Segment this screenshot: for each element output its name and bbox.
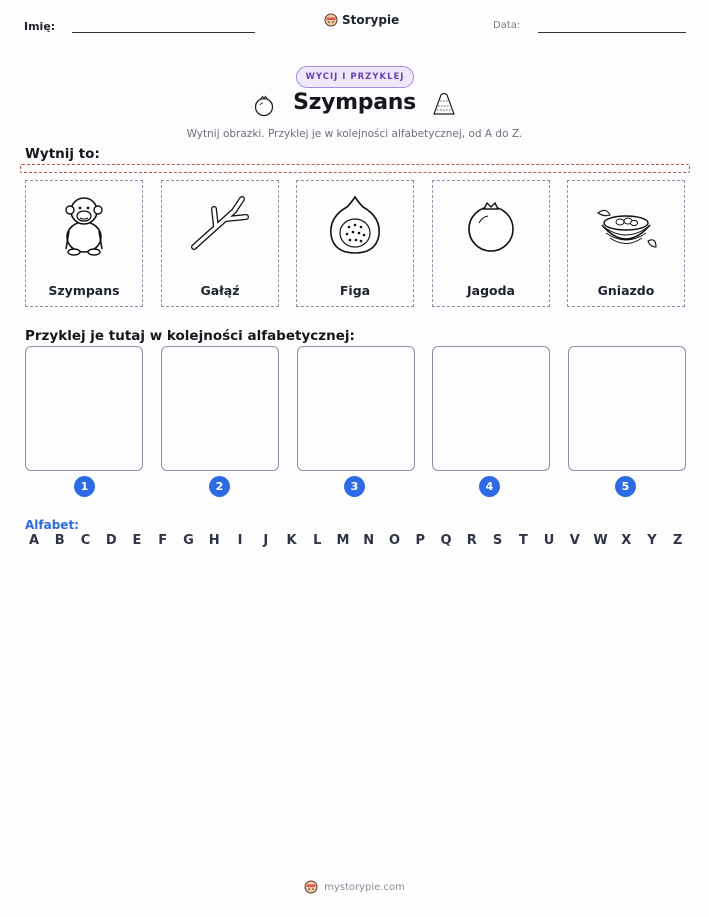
slot-number-5: 5 — [615, 476, 636, 497]
slot-number-4: 4 — [479, 476, 500, 497]
brand-name: Storypie — [342, 13, 400, 27]
alphabet-letter: U — [543, 533, 555, 548]
cut-line — [20, 164, 690, 173]
paste-slot-1[interactable] — [25, 346, 143, 471]
footer-site: mystorypie.com — [324, 881, 405, 893]
card-label: Szympans — [48, 283, 120, 298]
page-title: Szympans — [293, 90, 416, 115]
mascot-icon — [304, 880, 318, 894]
fig-icon — [321, 191, 389, 259]
date-label: Data: — [493, 20, 521, 31]
alphabet-letter: B — [54, 533, 65, 548]
mascot-icon — [324, 13, 338, 27]
name-label: Imię: — [24, 20, 56, 33]
alphabet-letter: D — [105, 533, 117, 548]
alphabet-letter: F — [158, 533, 168, 548]
slot-number-3: 3 — [344, 476, 365, 497]
alphabet-letter: I — [237, 533, 243, 548]
card-label: Gniazdo — [597, 283, 655, 298]
alphabet-letter: L — [313, 533, 322, 548]
card-label: Jagoda — [466, 283, 515, 298]
berry-icon — [457, 191, 525, 259]
date-line — [538, 32, 686, 33]
alphabet-letter: C — [80, 533, 91, 548]
alphabet-letter: G — [183, 533, 194, 548]
alphabet-letter: J — [263, 533, 269, 548]
alphabet-letter: H — [208, 533, 220, 548]
paste-slot-4[interactable] — [432, 346, 550, 471]
alphabet-letter: M — [336, 533, 350, 548]
chimpanzee-icon — [50, 191, 118, 259]
cut-card-galaz[interactable] — [161, 180, 279, 307]
cut-section-label: Wytnij to: — [25, 146, 100, 162]
alphabet-letter: O — [388, 533, 401, 548]
termite-mound-icon — [431, 91, 457, 117]
alphabet-letter: Y — [647, 533, 657, 548]
cut-card-szympans[interactable] — [25, 180, 143, 307]
slot-number-2: 2 — [209, 476, 230, 497]
brand-logo — [324, 13, 399, 27]
paste-slot-2[interactable] — [161, 346, 279, 471]
cut-card-jagoda[interactable] — [432, 180, 550, 307]
instructions: Wytnij obrazki. Przyklej je w kolejności alfabetycznej, od A do Z. — [186, 128, 523, 140]
branch-icon — [186, 191, 254, 259]
name-line — [72, 32, 255, 33]
alphabet-letter: X — [621, 533, 632, 548]
alphabet-letter: Z — [673, 533, 683, 548]
alphabet-letter: N — [363, 533, 375, 548]
slot-number-1: 1 — [74, 476, 95, 497]
alphabet-letter: R — [466, 533, 477, 548]
paste-section-label: Przyklej je tutaj w kolejności alfabetycznej: — [25, 328, 355, 344]
alphabet-label: Alfabet: — [25, 518, 79, 532]
activity-badge: WYCIJ I PRZYKLEJ — [296, 66, 414, 88]
alphabet-letter: E — [132, 533, 142, 548]
cut-card-figa[interactable] — [296, 180, 414, 307]
alphabet-letter: V — [569, 533, 580, 548]
card-label: Figa — [339, 283, 371, 298]
alphabet-letter: P — [415, 533, 426, 548]
alphabet-letter: Q — [440, 533, 452, 548]
footer — [0, 880, 709, 894]
cut-card-gniazdo[interactable] — [567, 180, 685, 307]
alphabet-letter: T — [518, 533, 528, 548]
paste-slot-5[interactable] — [568, 346, 686, 471]
alphabet-letter: K — [286, 533, 297, 548]
card-label: Gałąź — [200, 283, 240, 298]
paste-slot-3[interactable] — [297, 346, 415, 471]
alphabet-letter: A — [28, 533, 40, 548]
alphabet-letter: W — [593, 533, 608, 548]
alphabet-letter: S — [492, 533, 503, 548]
alphabet-row — [26, 533, 686, 548]
nest-icon — [592, 191, 660, 259]
